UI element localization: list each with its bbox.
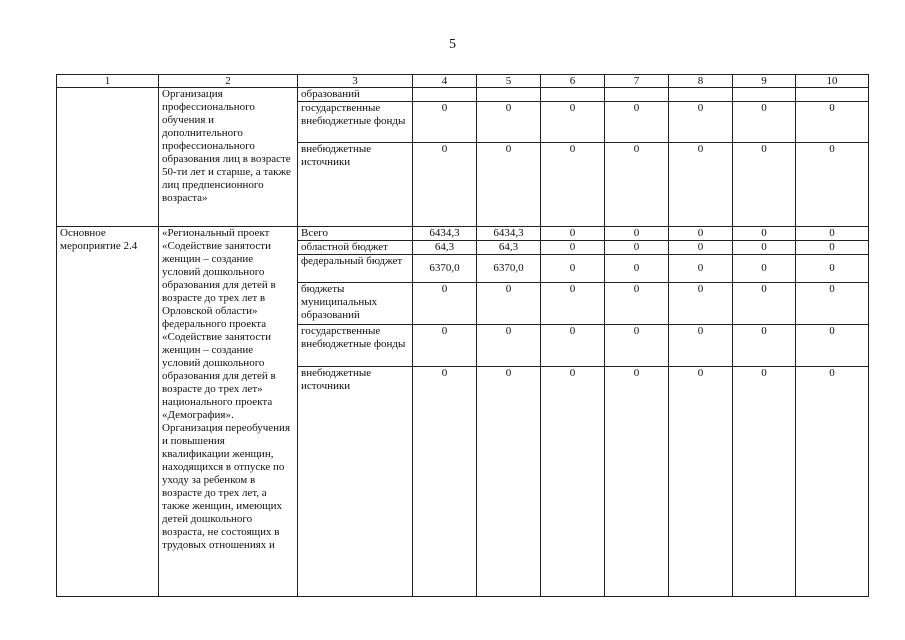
funding-source-cell: Всего	[298, 227, 413, 241]
value-cell: 0	[669, 102, 733, 143]
header-cell: 10	[796, 75, 869, 88]
value-cell: 0	[669, 241, 733, 255]
value-cell: 6434,3	[477, 227, 541, 241]
value-cell	[733, 88, 796, 102]
value-cell	[669, 88, 733, 102]
value-cell: 0	[796, 367, 869, 597]
value-cell: 0	[605, 255, 669, 283]
value-cell: 0	[796, 102, 869, 143]
value-cell: 0	[669, 367, 733, 597]
header-cell: 4	[413, 75, 477, 88]
value-cell: 0	[733, 367, 796, 597]
value-cell	[477, 88, 541, 102]
value-cell: 0	[605, 227, 669, 241]
value-cell: 0	[477, 143, 541, 227]
value-cell: 0	[733, 241, 796, 255]
header-cell: 2	[159, 75, 298, 88]
value-cell: 0	[541, 241, 605, 255]
value-cell: 0	[541, 367, 605, 597]
value-cell	[413, 88, 477, 102]
header-cell: 3	[298, 75, 413, 88]
value-cell: 0	[541, 143, 605, 227]
value-cell: 0	[477, 325, 541, 367]
value-cell	[605, 88, 669, 102]
value-cell: 0	[733, 255, 796, 283]
funding-source-cell: образований	[298, 88, 413, 102]
value-cell: 0	[413, 283, 477, 325]
header-cell: 5	[477, 75, 541, 88]
funding-source-cell: государственные внебюджетные фонды	[298, 325, 413, 367]
value-cell: 0	[605, 143, 669, 227]
value-cell: 0	[669, 227, 733, 241]
value-cell: 0	[733, 325, 796, 367]
funding-source-cell: внебюджетные источники	[298, 367, 413, 597]
value-cell: 0	[796, 325, 869, 367]
value-cell: 0	[541, 255, 605, 283]
value-cell: 64,3	[477, 241, 541, 255]
value-cell: 0	[733, 283, 796, 325]
value-cell: 0	[605, 241, 669, 255]
value-cell: 0	[669, 283, 733, 325]
value-cell: 0	[669, 325, 733, 367]
value-cell: 0	[796, 283, 869, 325]
value-cell: 0	[477, 283, 541, 325]
value-cell: 6434,3	[413, 227, 477, 241]
funding-source-cell: внебюджетные источники	[298, 143, 413, 227]
value-cell: 0	[605, 325, 669, 367]
value-cell: 0	[413, 325, 477, 367]
header-cell: 6	[541, 75, 605, 88]
value-cell: 6370,0	[413, 255, 477, 283]
funding-source-cell: бюджеты муниципальных образований	[298, 283, 413, 325]
value-cell: 0	[669, 143, 733, 227]
value-cell: 0	[796, 255, 869, 283]
header-cell: 8	[669, 75, 733, 88]
page-number: 5	[449, 37, 456, 52]
value-cell: 0	[733, 143, 796, 227]
header-cell: 1	[57, 75, 159, 88]
value-cell: 0	[605, 283, 669, 325]
value-cell: 0	[733, 102, 796, 143]
value-cell: 0	[541, 325, 605, 367]
value-cell: 0	[605, 367, 669, 597]
funding-source-cell: областной бюджет	[298, 241, 413, 255]
value-cell: 6370,0	[477, 255, 541, 283]
table-row	[57, 88, 869, 102]
value-cell: 0	[541, 102, 605, 143]
table-row	[57, 227, 869, 241]
value-cell: 0	[477, 367, 541, 597]
event-description-cell: «Региональный проект «Содействие занятости женщин – создание условий дошкольного образования для детей в возрасте до трех лет в Орловской области» федерального проекта «Содействие занятости женщин – создание условий дошкольного образования для детей в возрасте до трех лет» национального проекта «Демография». Организация переобучения и повышения квалификации женщин, находящихся в отпуске по уходу за ребенком в возрасте до трех лет, а также женщин, имеющих детей дошкольного возраста, не состоящих в трудовых отношениях и	[159, 227, 298, 597]
funding-source-cell: государственные внебюджетные фонды	[298, 102, 413, 143]
value-cell: 64,3	[413, 241, 477, 255]
header-cell: 9	[733, 75, 796, 88]
value-cell: 0	[796, 241, 869, 255]
value-cell: 0	[541, 283, 605, 325]
value-cell: 0	[733, 227, 796, 241]
budget-table	[56, 74, 869, 597]
header-cell: 7	[605, 75, 669, 88]
value-cell	[541, 88, 605, 102]
value-cell: 0	[413, 143, 477, 227]
value-cell: 0	[605, 102, 669, 143]
event-name-cell: Основное мероприятие 2.4	[57, 227, 159, 597]
value-cell: 0	[413, 102, 477, 143]
value-cell: 0	[477, 102, 541, 143]
value-cell: 0	[541, 227, 605, 241]
event-name-cell	[57, 88, 159, 227]
value-cell: 0	[669, 255, 733, 283]
value-cell	[796, 88, 869, 102]
value-cell: 0	[796, 143, 869, 227]
event-description-cell: Организация профессионального обучения и дополнительного профессионального образования лиц в возрасте 50-ти лет и старше, а также лиц предпенсионного возраста»	[159, 88, 298, 227]
header-row	[57, 75, 869, 88]
value-cell: 0	[413, 367, 477, 597]
funding-source-cell: федеральный бюджет	[298, 255, 413, 283]
value-cell: 0	[796, 227, 869, 241]
